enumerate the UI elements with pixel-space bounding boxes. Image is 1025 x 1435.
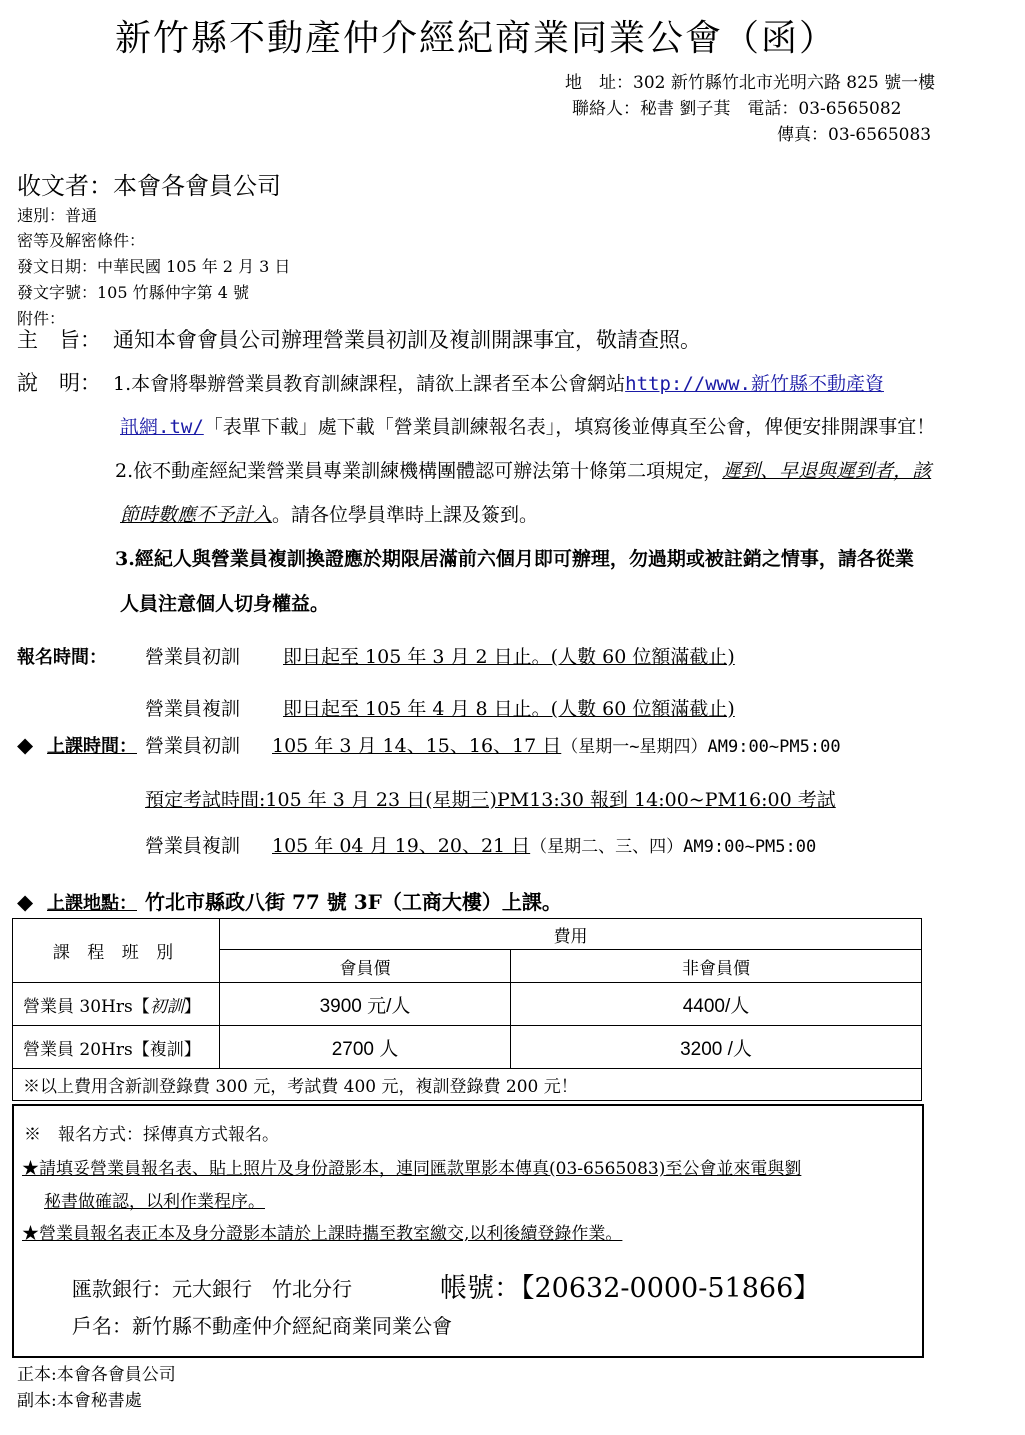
fee-course-cell: 營業員 20Hrs【複訓】 — [13, 1026, 220, 1069]
exam-schedule: 預定考試時間:105 年 3 月 23 日(星期三)PM13:30 報到 14:00~PM16:00 考試 — [145, 789, 836, 811]
attachment: 附件： — [17, 309, 66, 328]
signup-step-1-continued: 秘書做確認，以利作業程序。 — [44, 1192, 265, 1212]
table-row — [13, 1069, 922, 1101]
class-refresher — [145, 831, 816, 858]
signup-box — [12, 1104, 924, 1358]
explanation-line-1 — [17, 367, 884, 397]
registration-refresher-text: 即日起至 105 年 4 月 8 日止。(人數 60 位額滿截止) — [283, 698, 735, 720]
account-name: 戶名：新竹縣不動產仲介經紀商業同業公會 — [72, 1314, 452, 1338]
letter-title: 新竹縣不動產仲介經紀商業同業公會（函） — [115, 18, 838, 59]
diamond-bullet-icon: ◆ — [17, 890, 34, 914]
item2-text-b: 。請各位學員準時上課及簽到。 — [272, 504, 539, 526]
fee-nonmember-cell: 4400/人 — [511, 983, 922, 1026]
fee-col-member: 會員價 — [220, 950, 511, 983]
table-row — [13, 983, 922, 1026]
item1-text-a: 1.本會將舉辦營業員教育訓練課程，請欲上課者至本公會網站 — [113, 373, 626, 395]
class-location — [17, 886, 562, 915]
class-location-text: 竹北市縣政八街 77 號 3F（工商大樓）上課。 — [145, 890, 562, 914]
signup-step-2: ★營業員報名表正本及身分證影本請於上課時攜至教室繳交,以利後續登錄作業。 — [22, 1224, 623, 1244]
website-link[interactable]: http://www.新竹縣不動產資 — [625, 373, 884, 395]
explanation-label: 說 明： — [17, 371, 101, 395]
explanation-line-3 — [115, 456, 931, 483]
speed: 速別：普通 — [17, 206, 98, 225]
fee-col-nonmember: 非會員價 — [511, 950, 922, 983]
fee-col-fee: 費用 — [220, 919, 922, 950]
class-refresher-dates: 105 年 04 月 19、20、21 日 — [272, 835, 531, 857]
class-initial-dates: 105 年 3 月 14、15、16、17 日 — [272, 735, 562, 757]
registration-refresher — [145, 694, 735, 721]
website-link-continued[interactable]: 訊網.tw/ — [120, 416, 204, 438]
original-recipient: 正本:本會各會員公司 — [17, 1365, 176, 1385]
explanation-line-2 — [120, 412, 935, 439]
recipient: 收文者：本會各會員公司 — [17, 172, 281, 200]
class-location-label: 上課地點： — [47, 893, 137, 913]
fee-nonmember-cell: 3200 /人 — [511, 1026, 922, 1069]
registration-initial-name: 營業員初訓 — [145, 646, 241, 668]
bank-account: 帳號：【20632-0000-51866】 — [440, 1273, 821, 1304]
fee-course-cell: 營業員 30Hrs【初訓】 — [13, 983, 220, 1026]
registration-initial — [17, 642, 735, 669]
table-row — [13, 1026, 922, 1069]
fee-member-cell: 3900 元/人 — [220, 983, 511, 1026]
class-initial-name: 營業員初訓 — [145, 735, 241, 757]
fee-member-cell: 2700 人 — [220, 1026, 511, 1069]
issue-date: 發文日期：中華民國 105 年 2 月 3 日 — [17, 257, 291, 276]
signup-method: ※ 報名方式：採傳真方式報名。 — [24, 1125, 279, 1145]
explanation-line-4 — [120, 500, 538, 527]
explanation-line-5: 3.經紀人與營業員複訓換證應於期限居滿前六個月即可辦理，勿過期或被註銷之情事，請各從業 — [115, 548, 914, 570]
class-initial — [17, 731, 841, 758]
class-time-label: 上課時間： — [47, 736, 137, 756]
class-refresher-time: （星期二、三、四）AM9:00~PM5:00 — [530, 837, 817, 857]
class-refresher-name: 營業員複訓 — [145, 835, 241, 857]
registration-initial-text: 即日起至 105 年 3 月 2 日止。(人數 60 位額滿截止) — [283, 646, 735, 668]
item1-text-b: 「表單下載」處下載「營業員訓練報名表」，填寫後並傳真至公會，俾便安排開課事宜！ — [203, 416, 936, 438]
fee-table — [12, 918, 922, 1101]
item2-emphasis-b: 節時數應不予計入 — [120, 504, 273, 526]
bank-name: 匯款銀行：元大銀行 竹北分行 — [72, 1277, 352, 1301]
item2-emphasis-a: 遲到、早退與遲到者，該 — [722, 460, 932, 482]
address: 地 址：302 新竹縣竹北市光明六路 825 號一樓 — [565, 73, 936, 93]
secrecy: 密等及解密條件： — [17, 231, 146, 250]
fax-number: 傳真：03-6565083 — [777, 125, 932, 145]
fee-note: ※以上費用含新訓登錄費 300 元，考試費 400 元，複訓登錄費 200 元！ — [13, 1069, 922, 1101]
contact-person: 聯絡人：秘書 劉子萁 電話：03-6565082 — [572, 99, 902, 119]
registration-refresher-name: 營業員複訓 — [145, 698, 241, 720]
subject-label: 主 旨： — [17, 328, 101, 352]
registration-label: 報名時間： — [17, 647, 107, 667]
diamond-bullet-icon: ◆ — [17, 733, 34, 757]
issue-number: 發文字號：105 竹縣仲字第 4 號 — [17, 283, 249, 302]
fee-col-course: 課 程 班 別 — [13, 919, 220, 983]
subject-text: 通知本會會員公司辦理營業員初訓及複訓開課事宜，敬請查照。 — [113, 328, 701, 352]
class-initial-time: （星期一~星期四）AM9:00~PM5:00 — [561, 737, 841, 757]
subject-line — [17, 324, 701, 354]
copy-recipient: 副本:本會秘書處 — [17, 1391, 142, 1411]
item2-text-a: 2.依不動產經紀業營業員專業訓練機構團體認可辦法第十條第二項規定， — [115, 460, 723, 482]
explanation-line-6: 人員注意個人切身權益。 — [120, 593, 330, 615]
signup-step-1: ★請填妥營業員報名表、貼上照片及身份證影本，連同匯款單影本傳真(03-6565083)至公會並來電與劉 — [22, 1159, 802, 1179]
